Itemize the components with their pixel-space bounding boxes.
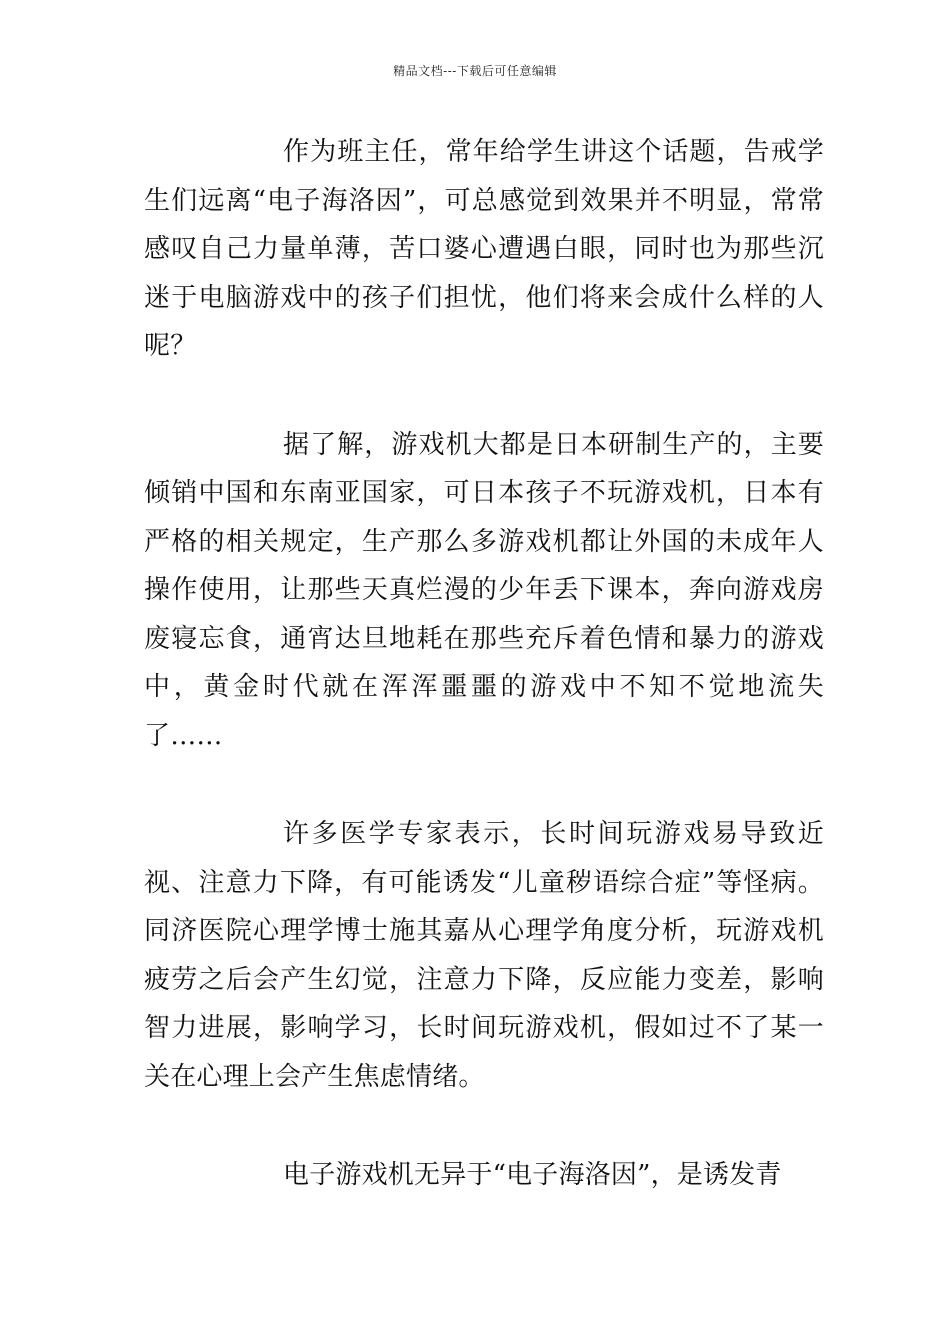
paragraph-3: 许多医学专家表示，长时间玩游戏易导致近视、注意力下降，有可能诱发“儿童秽语综合症”等怪病。同济医院心理学博士施其嘉从心理学角度分析，玩游戏机疲劳之后会产生幻觉，注意力下降，反应能力变差，影响智力进展，影响学习，长时间玩游戏机，假如过不了某一关在心理上会产生焦虑情绪。 xyxy=(144,819,824,1092)
paragraph-1: 作为班主任，常年给学生讲这个话题，告戒学生们远离“电子海洛因”，可总感觉到效果并不明显，常常感叹自己力量单薄，苦口婆心遭遇白眼，同时也为那些沉迷于电脑游戏中的孩子们担忧，他们将来会成什么样的人呢？ xyxy=(144,137,824,361)
page-header: 精品文档---下载后可任意编辑 xyxy=(393,64,557,78)
paragraph-2: 据了解，游戏机大都是日本研制生产的，主要倾销中国和东南亚国家，可日本孩子不玩游戏机，日本有严格的相关规定，生产那么多游戏机都让外国的未成年人操作使用，让那些天真烂漫的少年丢下课本，奔向游戏房废寝忘食，通宵达旦地耗在那些充斥着色情和暴力的游戏中，黄金时代就在浑浑噩噩的游戏中不知不觉地流失了…… xyxy=(144,429,824,751)
document-body xyxy=(144,128,824,1250)
paragraph-4: 电子游戏机无异于“电子海洛因”，是诱发青 xyxy=(283,1160,782,1190)
